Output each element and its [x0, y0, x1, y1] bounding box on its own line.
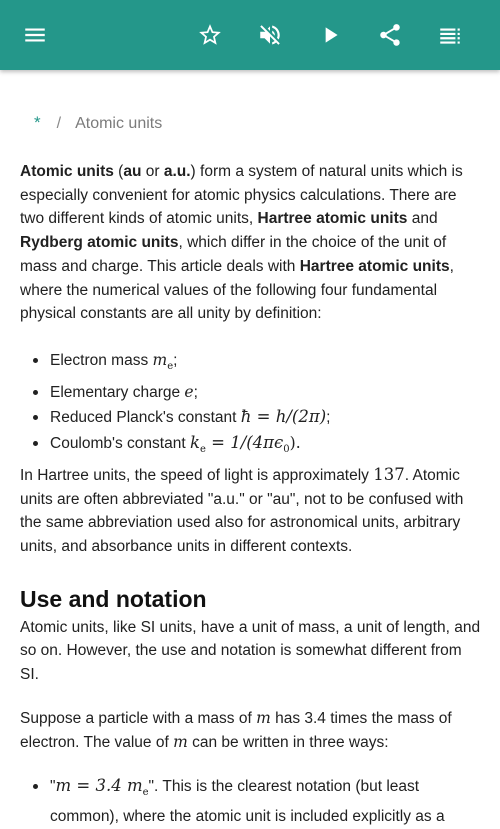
constant-label: Elementary charge	[50, 383, 185, 401]
constant-symbol: k	[189, 433, 200, 453]
section-heading: Use and notation	[20, 585, 207, 612]
term-rydberg: Rydberg atomic units	[20, 234, 179, 252]
menu-button[interactable]	[11, 11, 59, 59]
term-hartree: Hartree atomic units	[257, 210, 408, 228]
notation-formula: m = 3.4 m	[55, 776, 143, 796]
constant-punct: ;	[173, 351, 178, 369]
mass-symbol: m	[256, 708, 271, 727]
constant-subscript: 0	[283, 444, 290, 456]
list-item	[20, 774, 482, 829]
constant-subscript: e	[199, 444, 206, 456]
mute-button[interactable]	[246, 11, 294, 59]
star-outline-icon	[197, 22, 223, 48]
constant-punct: ;	[326, 409, 331, 427]
constant-subscript: e	[167, 361, 174, 373]
intro-paragraph	[20, 160, 482, 326]
constants-list	[20, 348, 482, 463]
intro-text: , which differ in the choice of the unit of mass and charge. This article deals with	[20, 234, 447, 275]
app-toolbar	[0, 0, 500, 70]
term-hartree-2: Hartree atomic units	[299, 257, 450, 275]
favorite-button[interactable]	[186, 11, 234, 59]
play-button[interactable]	[306, 11, 354, 59]
playlist-icon	[437, 22, 463, 48]
notation-subscript: e	[142, 787, 149, 799]
term-au: au	[123, 163, 142, 180]
paragraph-text: can be written in three ways:	[187, 733, 389, 751]
share-icon	[377, 22, 403, 48]
list-item	[20, 431, 482, 463]
paragraph-text: Suppose a particle with a mass of	[20, 709, 257, 727]
breadcrumb	[34, 113, 162, 133]
speed-of-light-paragraph	[20, 463, 482, 559]
notation-list	[20, 774, 482, 829]
quote-mark: "	[50, 778, 56, 796]
breadcrumb-home-link[interactable]: *	[34, 113, 41, 132]
intro-text: ) form a system of natural units which is especially convenient for atomic physics calculations. There are two different kinds of atomic units,	[20, 163, 463, 228]
paragraph-text: . Atomic units are often abbreviated "a.u." or "au", not to be confused with the same abbreviation used also for astronomical units, arbitrary units, and absorbance units in different contexts.	[20, 466, 464, 556]
constant-formula: = 1/(4πϵ	[205, 433, 284, 453]
intro-text: (	[113, 163, 124, 180]
contents-button[interactable]	[426, 11, 474, 59]
term-a-u: a.u.	[163, 163, 191, 180]
constant-formula: ħ = h/(2π)	[240, 407, 327, 427]
list-item	[20, 380, 482, 406]
breadcrumb-current: Atomic units	[75, 115, 163, 132]
speed-value: 137	[373, 464, 405, 484]
notation-text: ". This is the clearest notation (but least common), where the atomic unit is included explicitly as a	[50, 778, 445, 826]
constant-punct: ;	[193, 383, 198, 401]
play-icon	[317, 22, 343, 48]
constant-label: Coulomb's constant	[50, 435, 190, 453]
constant-label: Electron mass	[50, 351, 153, 369]
volume-off-icon	[257, 22, 283, 48]
menu-icon	[22, 22, 48, 48]
intro-text: , where the numerical values of the following four fundamental physical constants are all unity by definition:	[20, 257, 454, 323]
constant-symbol: e	[184, 382, 194, 401]
article-content	[20, 160, 482, 829]
term-atomic-units: Atomic units	[20, 163, 114, 180]
list-item	[20, 405, 482, 431]
intro-text: or	[141, 163, 164, 180]
paragraph-text: In Hartree units, the speed of light is approximately	[20, 466, 374, 484]
constant-punct: ).	[289, 434, 301, 453]
intro-text: and	[407, 210, 438, 228]
list-item	[20, 348, 482, 380]
suppose-paragraph	[20, 707, 482, 754]
constant-symbol: m	[152, 350, 168, 369]
constant-label: Reduced Planck's constant	[50, 409, 241, 427]
breadcrumb-separator: /	[56, 115, 62, 132]
paragraph-text: has 3.4 times the mass of electron. The value of	[20, 709, 452, 751]
use-paragraph: Atomic units, like SI units, have a unit of mass, a unit of length, and so on. However, the use and notation is somewhat different from SI.	[20, 618, 481, 684]
share-button[interactable]	[366, 11, 414, 59]
mass-symbol: m	[173, 732, 188, 751]
